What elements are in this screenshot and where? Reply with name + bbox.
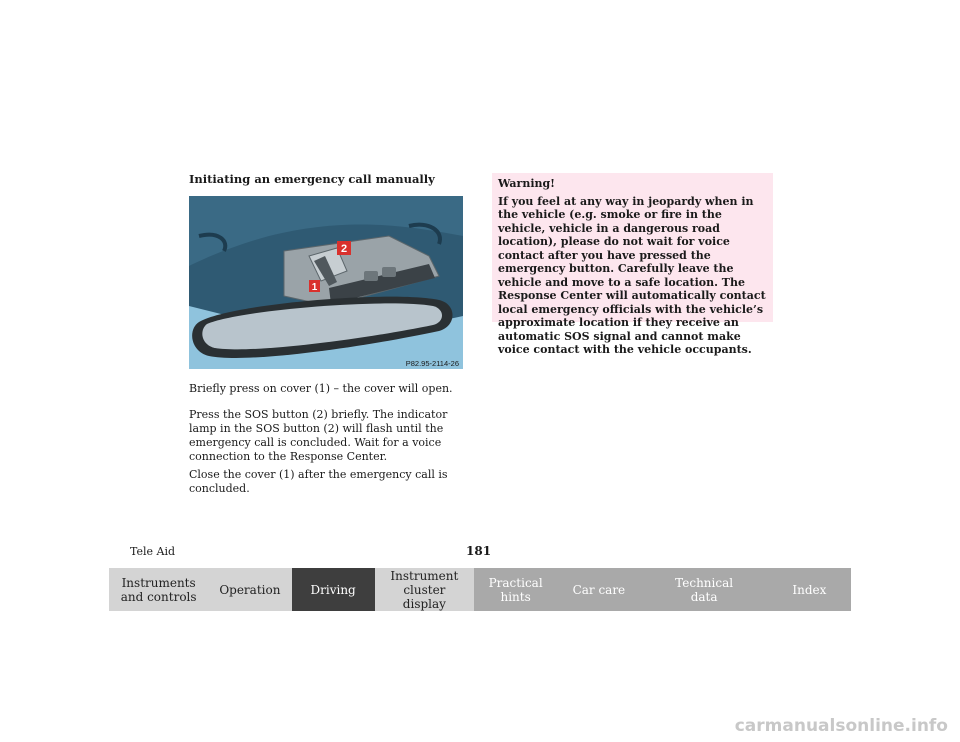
paragraph-close-cover: Close the cover (1) after the emergency call is concluded. xyxy=(189,468,448,495)
warning-box xyxy=(492,173,773,356)
overhead-console-figure xyxy=(189,196,463,369)
chapter-label: Tele Aid xyxy=(130,545,176,558)
warning-title: Warning! xyxy=(498,177,556,190)
nav-tab-index[interactable]: Index xyxy=(768,568,851,611)
nav-tab-operation[interactable]: Operation xyxy=(208,568,291,611)
nav-tab-instruments-controls[interactable]: Instruments and controls xyxy=(109,568,208,611)
overhead-console-illustration xyxy=(189,196,463,369)
figure-code: P82.95-2114-26 xyxy=(405,359,459,368)
nav-tab-instrument-cluster[interactable]: Instrument cluster display xyxy=(375,568,474,611)
paragraph-open-cover: Briefly press on cover (1) – the cover will open. xyxy=(189,382,453,395)
nav-tab-driving[interactable]: Driving xyxy=(292,568,375,611)
warning-body: If you feel at any way in jeopardy when in the vehicle (e.g. smoke or fire in the vehicle, vehicle in a dangerous road location), please do not wait for voice contact after you have pressed the emergency button. Carefully leave the vehicle and move to a safe location. The Response Center will automatically contact local emergency officials with the vehicle’s approximate location if they receive an automatic SOS signal and cannot make voice contact with the vehicle occupants. xyxy=(498,194,766,356)
chapter-nav-bar xyxy=(109,568,851,611)
page-number: 181 xyxy=(466,544,492,558)
callout-1-label: 1 xyxy=(311,282,318,293)
nav-tab-car-care[interactable]: Car care xyxy=(557,568,640,611)
paragraph-press-sos: Press the SOS button (2) briefly. The indicator lamp in the SOS button (2) will flash until the emergency call is concluded. Wait for a voice connection to the Response Center. xyxy=(189,408,448,463)
section-heading: Initiating an emergency call manually xyxy=(189,172,435,186)
nav-tab-practical-hints[interactable]: Practical hints xyxy=(474,568,557,611)
watermark: carmanualsonline.info xyxy=(734,716,948,736)
callout-2-label: 2 xyxy=(340,243,348,255)
nav-tab-technical-data[interactable]: Technical data xyxy=(641,568,768,611)
